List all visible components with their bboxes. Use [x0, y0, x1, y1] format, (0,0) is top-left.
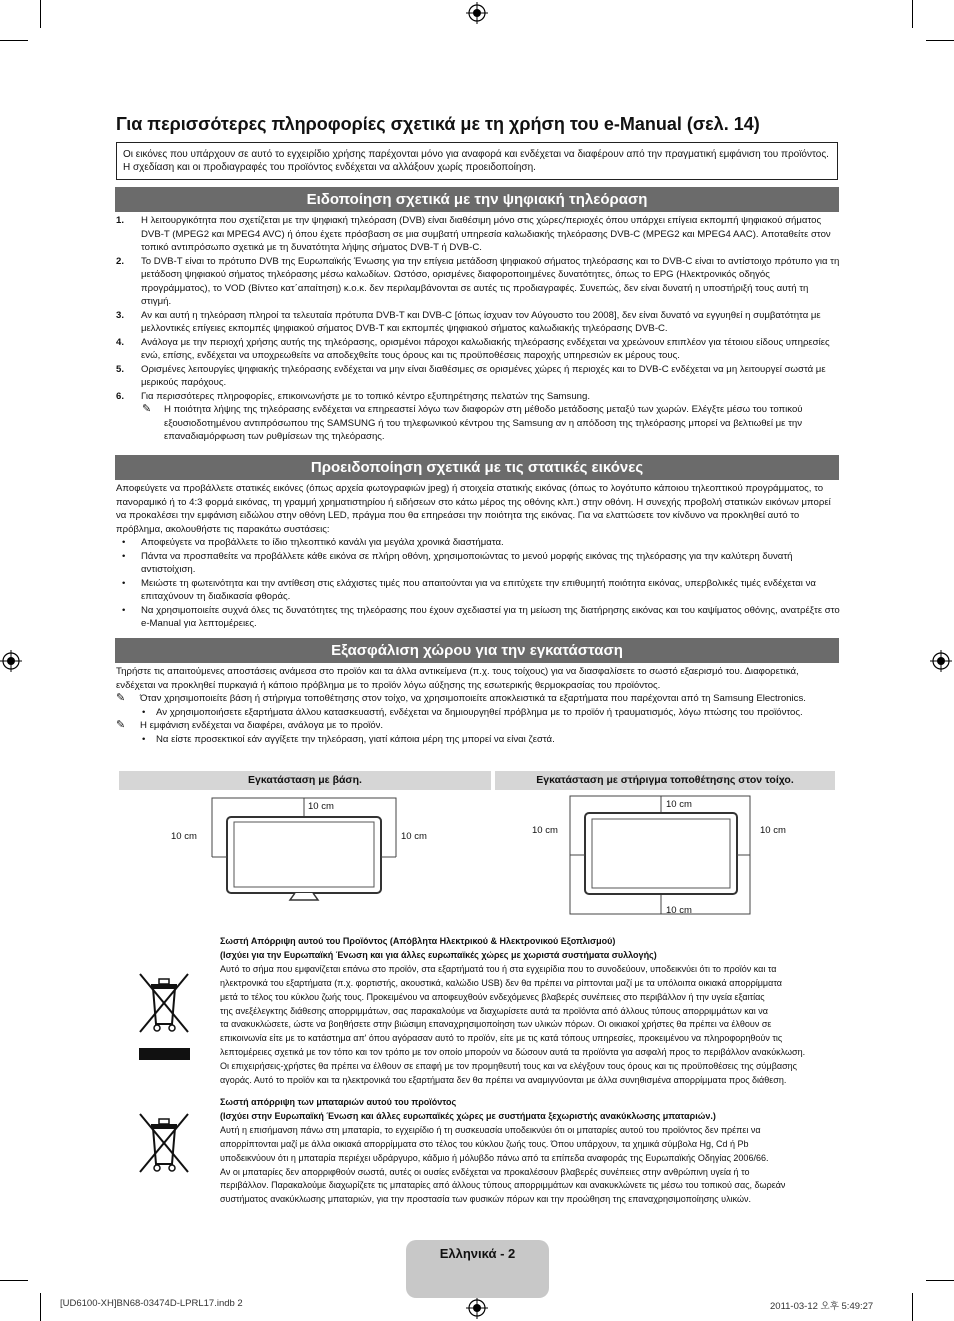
intro-note-box: Οι εικόνες που υπάρχουν σε αυτό το εγχειρίδιο χρήσης παρέχονται μόνο για αναφορά και ενδέχεται να διαφέρουν από την πραγματική εμφάνιση του προϊόντος. Η σχεδίαση και οι προδιαγραφές του προϊόντος ενδέχεται να αλλάξουν χωρίς προειδοποίηση. — [116, 142, 838, 180]
registration-mark-icon — [0, 650, 22, 672]
list-item: 1. Η λειτουργικότητα που σχετίζεται με την ψηφιακή τηλεόραση (DVB) είναι διαθέσιμη μόνο στις χώρες/περιοχές όπου υπάρχει επίγεια εκπομπή ψηφιακού σήματος DVB-T (MPEG2 και MPEG4 AVC) ή όπου έχετε πρόσβαση σε μια συμβατή υπηρεσία καλωδιακής τηλεόρασης DVB-C (MPEG2 και MPEG4 AAC). Αποταθείτε στον τοπικό αντιπρόσωπο σχετικά με τη δυνατότητα λήψης σήματος DVB-T ή DVB-C. — [116, 215, 831, 253]
distance-label: 10 cm — [308, 801, 334, 812]
battery-bin-icon — [134, 1110, 194, 1178]
crop-mark — [0, 40, 28, 41]
list-item: 3. Αν και αυτή η τηλεόραση πληροί τα τελευταία πρότυπα DVB-T και DVB-C [όπως ίσχυαν τον Αύγουστο του 2008], δεν είναι δυνατό να εγγυηθεί η συμβατότητα με μελλοντικές επίγειες εκπομπές ψηφιακού σήματος DVB-T και εκπομπές ψηφιακού σήματος καλωδιακής τηλεόρασης DVB-C. — [116, 309, 821, 334]
registration-mark-icon — [466, 2, 488, 24]
list-item: • Μειώστε τη φωτεινότητα και την αντίθεση στις ελάχιστες τιμές που απαιτούνται για να επιτύχετε την επιθυμητή ποιότητα εικόνας, υπερβολικές τιμές ενδέχεται να επιταχύνουν τη διαδικασία φθοράς. — [122, 577, 816, 602]
note-pencil-icon: ✎ — [116, 692, 126, 704]
registration-mark-icon — [930, 650, 952, 672]
crop-mark — [0, 1280, 28, 1281]
list-item: 2. Το DVB-T είναι το πρότυπο DVB της Ευρωπαϊκής Ένωσης για την επίγεια μετάδοση ψηφιακού σήματος τηλεόρασης και το DVB-C είναι το αντίστοιχο πρότυπο για τη μετάδοση ψηφιακού σήματος τηλεόρασης μέσω καλωδίων. Ωστόσο, ορισμένες διαφοροποιημένες δυνατότητες, όπως το EPG (Ηλεκτρονικός οδηγός προγράμματος), το VOD (Βίντεο κατ΄απαίτηση) κ.ο.κ. δεν περιλαμβάνονται σε αυτές τις προδιαγραφές. Συνεπώς, δεν είναι δυνατή η υποστήριξή τους αυτή τη στιγμή. — [116, 255, 840, 307]
distance-label: 10 cm — [666, 799, 692, 810]
section-heading-digital-tv: Ειδοποίηση σχετικά με την ψηφιακή τηλεόραση — [115, 187, 839, 212]
crop-mark — [912, 0, 913, 28]
list-item: 6. Για περισσότερες πληροφορίες, επικοινωνήστε με το τοπικό κέντρο εξυπηρέτησης πελατών της Samsung. — [116, 390, 591, 402]
stand-installation-diagram — [160, 795, 450, 915]
distance-label: 10 cm — [401, 831, 427, 842]
section-heading-install-space: Εξασφάλιση χώρου για την εγκατάσταση — [115, 638, 839, 663]
list-item: 5. Ορισμένες λειτουργίες ψηφιακής τηλεόρασης ενδέχεται να μην είναι διαθέσιμες σε ορισμένες χώρες ή περιοχές και το DVB-C ενδέχεται να μη λειτουργεί σωστά με μερικούς παρόχους. — [116, 363, 826, 388]
registration-mark-icon — [466, 1297, 488, 1319]
digital-tv-list — [116, 214, 840, 444]
crop-mark — [40, 0, 41, 28]
footer-file-info: [UD6100-XH]BN68-03474D-LPRL17.indb 2 — [60, 1298, 243, 1309]
note: ✎ Όταν χρησιμοποιείτε βάση ή στήριγμα τοποθέτησης στον τοίχο, να χρησιμοποιείτε αποκλειστικά τα εξαρτήματα που παρέχονται από τη Samsung Electronics. — [116, 692, 806, 704]
wall-mount-installation-diagram — [528, 795, 808, 920]
list-item: • Πάντα να προσπαθείτε να προβάλλετε κάθε εικόνα σε πλήρη οθόνη, χρησιμοποιώντας το μενού μορφής εικόνας της τηλεόρασης για την καλύτερη δυνατή αντιστοίχιση. — [122, 550, 793, 575]
list-item: • Να χρησιμοποιείτε συχνά όλες τις δυνατότητες της τηλεόρασης που έχουν σχεδιαστεί για τη μείωση της διατήρησης εικόνας και του καψίματος οθόνης, ανατρέξτε στο e-Manual για λεπτομέρειες. — [122, 604, 840, 629]
weee-bar-icon — [139, 1048, 190, 1060]
crop-mark — [912, 1293, 913, 1321]
caption-wall-mount: Εγκατάσταση με στήριγμα τοποθέτησης στον τοίχο. — [495, 771, 835, 790]
list-item: • Αποφεύγετε να προβάλλετε το ίδιο τηλεοπτικό κανάλι για μεγάλα χρονικά διαστήματα. — [122, 537, 504, 548]
footer-timestamp: 2011-03-12 오후 5:49:27 — [770, 1301, 874, 1312]
crop-mark — [926, 40, 954, 41]
battery-disposal-text: Σωστή απόρριψη των μπαταριών αυτού του προϊόντος (Ισχύει στην Ευρωπαϊκή Ένωση και άλλες ευρωπαϊκές χώρες με συστήματα ξεχωριστής ανακύκλωσης μπαταριών.) Αυτή η επισήμανση πάνω στη μπαταρία, το εγχειρίδιο ή τη συσκευασία υποδεικνύει ότι οι μπαταρίες αυτού του προϊόντος δεν πρέπει να απορρίπτονται μαζί με άλλα οικιακά απορρίμματα στο τέλος του κύκλου ζωής τους. Όπου υπάρχουν, τα χημικά σύμβολα Hg, Cd ή Pb υποδεικνύουν ότι η μπαταρία περιέχει υδράργυρο, κάδμιο ή μόλυβδο πάνω από τα επίπεδα αναφοράς της Ευρωπαϊκής Οδηγίας 2006/66. Αν οι μπαταρίες δεν απορριφθούν σωστά, αυτές οι ουσίες ενδέχεται να προκαλέσουν βλαβερές συνέπειες στην ανθρώπινη υγεία ή το περιβάλλον. Παρακαλούμε διαχωρίζετε τις μπαταρίες από άλλους τύπους απορριμμάτων και ανακυκλώνετε τις μέσω του τοπικού σας, δωρεάν συστήματος ανακύκλωσης μπαταριών, για την προστασία των φυσικών πόρων και την προώθηση της επαναχρησιμοποίησης υλικών. — [220, 1097, 786, 1205]
page-title: Για περισσότερες πληροφορίες σχετικά με τη χρήση του e-Manual (σελ. 14) — [116, 114, 760, 134]
install-space-text: Τηρήστε τις απαιτούμενες αποστάσεις ανάμεσα στο προϊόν και τα άλλα αντικείμενα (π.χ. τους τοίχους) για να διασφαλίσετε το σωστό εξαερισμό του. Διαφορετικά, ενδέχεται να προκληθεί πυρκαγιά ή κάποιο πρόβλημα με το προϊόν λόγω αύξησης της εσωτερικής θερμοκρασίας του προϊόντος. ✎ Όταν χρησιμοποιείτε βάση ή στήριγμα τοποθέτησης στον τοίχο, να χρησιμοποιείτε αποκλειστικά τα εξαρτήματα που παρέχονται από τη Samsung Electronics. • Αν χρησιμοποιήσετε εξαρτήματα άλλου κατασκευαστή, ενδέχεται να δημιουργηθεί πρόβλημα με το προϊόν ή τραυματισμός, λόγω πτώσης του προϊόντος. ✎ Η εμφάνιση ενδέχεται να διαφέρει, ανάλογα με το προϊόν. • Να είστε προσεκτικοί εάν αγγίξετε την τηλεόραση, γιατί κάποια μέρη της μπορεί να είναι ζεστά. — [116, 665, 840, 746]
crop-mark — [40, 1293, 41, 1321]
distance-label: 10 cm — [532, 825, 558, 836]
crop-mark — [926, 1280, 954, 1281]
distance-label: 10 cm — [171, 831, 197, 842]
list-note: ✎ Η ποιότητα λήψης της τηλεόρασης ενδέχεται να επηρεαστεί λόγω των διαφορών στη μέθοδο μετάδοσης μεταξύ των χωρών. Ελέγξτε μέσω του τοπικού εξουσιοδοτημένου αντιπρόσωπου της SAMSUNG ή του τηλεφωνικού κέντρου της Samsung αν η απόδοση της τηλεόρασης μπορεί να βελτιωθεί με την επαναδιαμόρφωση των ρυθμίσεων της τηλεόρασης. — [142, 403, 803, 442]
caption-stand: Εγκατάσταση με βάση. — [119, 771, 491, 790]
still-image-text: Αποφεύγετε να προβάλλετε στατικές εικόνες (όπως αρχεία φωτογραφιών jpeg) ή στοιχεία στατικής εικόνας (όπως το λογότυπο κάποιου τηλεοπτικού προγράμματος, το πανοραμικό ή το 4:3 φορμά εικόνας, τη γραμμή χρηματιστηρίου ή ειδήσεων στο κάτω μέρος της οθόνης κλπ.) στην οθόνη. Η συνεχής προβολή στατικών εικόνων μπορεί να προκαλέσει την εμφάνιση ειδώλου στην οθόνη LED, πράγμα που θα επηρεάσει την ποιότητα της εικόνας. Για να ελαττώσετε τον κίνδυνο να προκληθεί αυτό το πρόβλημα, ακολουθήστε τις παρακάτω συστάσεις: • Αποφεύγετε να προβάλλετε το ίδιο τηλεοπτικό κανάλι για μεγάλα χρονικά διαστήματα. • Πάντα να προσπαθείτε να προβάλλετε κάθε εικόνα σε πλήρη οθόνη, χρησιμοποιώντας το μενού μορφής εικόνας της τηλεόρασης για την καλύτερη δυνατή αντιστοίχιση. • Μειώστε τη φωτεινότητα και την αντίθεση στις ελάχιστες τιμές που απαιτούνται για να επιτύχετε την επιθυμητή ποιότητα εικόνας, υπερβολικές τιμές ενδέχεται να επιταχύνουν τη διαδικασία φθοράς. • Να χρησιμοποιείτε συχνά όλες τις δυνατότητες της τηλεόρασης που έχουν σχεδιαστεί για τη μείωση της διατήρησης εικόνας και του καψίματος οθόνης, ανατρέξτε στο e-Manual για λεπτομέρειες. — [116, 483, 840, 629]
page-number-label: Ελληνικά - 2 — [439, 1246, 516, 1261]
note-pencil-icon: ✎ — [116, 719, 126, 731]
weee-disposal-text: Σωστή Απόρριψη αυτού του Προϊόντος (Απόβλητα Ηλεκτρικού & Ηλεκτρονικού Εξοπλισμού) (Ισχύει για την Ευρωπαϊκή Ένωση και για άλλες ευρωπαϊκές χώρες με χωριστά συστήματα συλλογής) Αυτό το σήμα που εμφανίζεται επάνω στο προϊόν, στα εξαρτήματά του ή στα εγχειρίδια που το συνοδεύουν, υποδεικνύει ότι το προϊόν και τα ηλεκτρονικά του εξαρτήματα (π.χ. φορτιστής, ακουστικά, καλώδιο USB) δεν θα πρέπει να ρίπτονται μαζί με τα υπόλοιπα οικιακά απορρίμματα μετά το τέλος του κύκλου ζωής τους. Προκειμένου να αποφευχθούν ενδεχόμενες βλαβερές συνέπειες στο περιβάλλον ή την υγεία εξαιτίας της ανεξέλεγκτης διάθεσης απορριμμάτων, σας παρακαλούμε να διαχωρίσετε αυτά τα προϊόντα από άλλους τύπους απορριμμάτων και να τα ανακυκλώσετε, ώστε να βοηθήσετε στην βιώσιμη επαναχρησιμοποίηση των υλικών πόρων. Οι οικιακοί χρήστες θα πρέπει να έλθουν σε επικοινωνία είτε με το κατάστημα απ' όπου αγόρασαν αυτό το προϊόν, είτε με τις κατά τόπους υπηρεσίες, προκειμένου να πληροφορηθούν τις λεπτομέρειες σχετικά με τον τόπο και τον τρόπο με τον οποίο μπορούν να δώσουν αυτά τα προϊόντα για ασφαλή προς το περιβάλλον ανακύκλωση. Οι επιχειρήσεις-χρήστες θα πρέπει να έλθουν σε επαφή με τον προμηθευτή τους και να ελέγξουν τους όρους και τις προϋποθέσεις της σύμβασης αγοράς. Αυτό το προϊόν και τα ηλεκτρονικά του εξαρτήματα δεν θα πρέπει να αναμιγνύονται με άλλα συνηθισμένα απορρίμματα προς διάθεση. — [220, 936, 806, 1086]
list-item: • Αν χρησιμοποιήσετε εξαρτήματα άλλου κατασκευαστή, ενδέχεται να δημιουργηθεί πρόβλημα με το προϊόν ή τραυματισμός, λόγω πτώσης του προϊόντος. — [142, 706, 803, 718]
note-pencil-icon: ✎ — [142, 403, 152, 415]
list-item: • Να είστε προσεκτικοί εάν αγγίξετε την τηλεόραση, γιατί κάποια μέρη της μπορεί να είναι ζεστά. — [142, 733, 555, 745]
distance-label: 10 cm — [760, 825, 786, 836]
weee-bin-icon — [134, 970, 194, 1038]
note: ✎ Η εμφάνιση ενδέχεται να διαφέρει, ανάλογα με το προϊόν. — [116, 719, 384, 731]
section-heading-still-image: Προειδοποίηση σχετικά με τις στατικές εικόνες — [115, 455, 839, 480]
list-item: 4. Ανάλογα με την περιοχή χρήσης αυτής της τηλεόρασης, ορισμένοι πάροχοι καλωδιακής τηλεόρασης ενδέχεται να χρεώνουν επιπλέον για τέτοιου είδους υπηρεσίες ενώ, επίσης, ενδέχεται να υποχρεωθείτε να αποδεχθείτε τους όρους και τις προϋποθέσεις παροχής υπηρεσιών εκ μέρους τους. — [116, 336, 830, 361]
distance-label: 10 cm — [666, 905, 692, 916]
